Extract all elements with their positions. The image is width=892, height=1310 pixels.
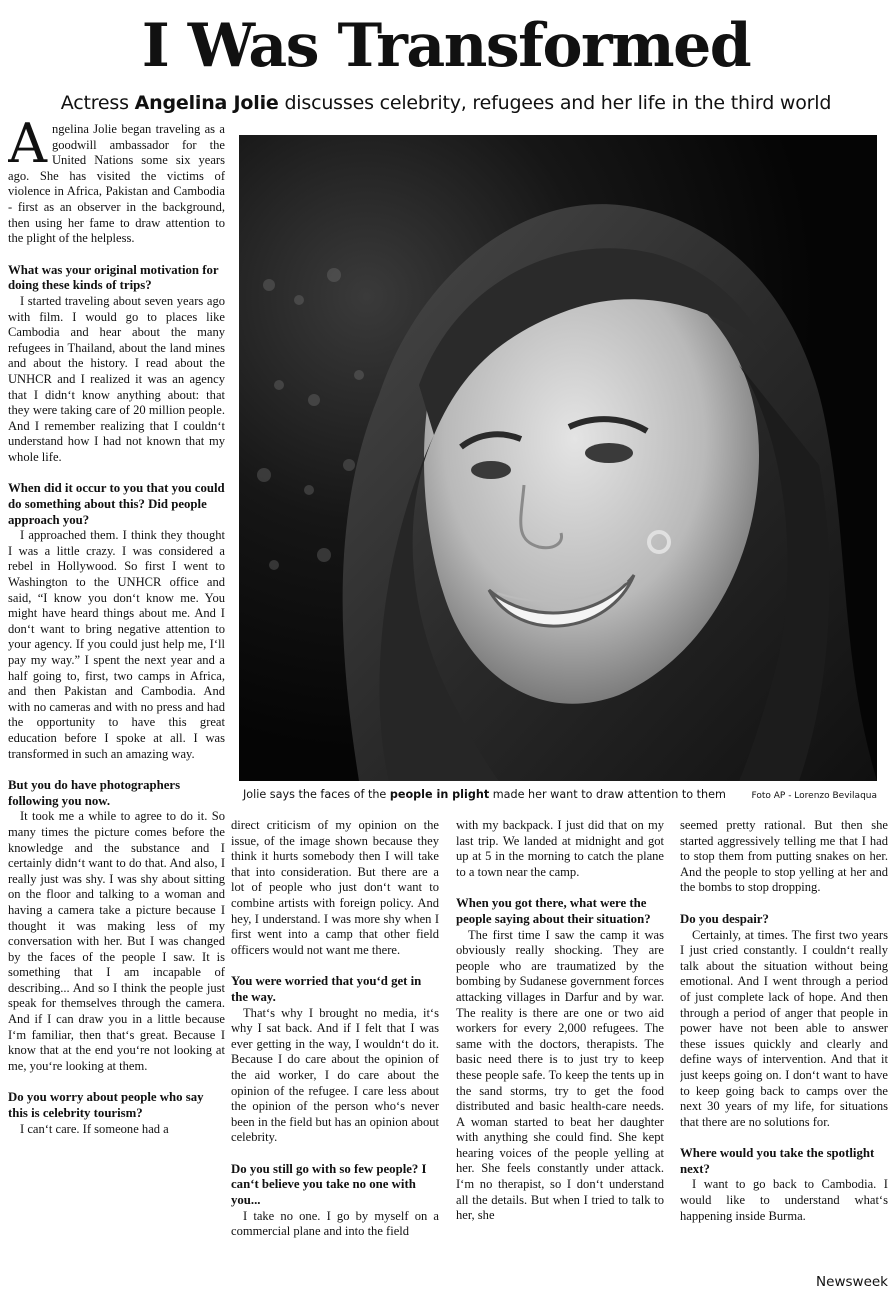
column-2 — [231, 818, 439, 1310]
portrait-photo — [239, 135, 877, 781]
answer-7: The first time I saw the camp it was obviously really shocking. They are people who are traumatized by the bombing by Sudanese government forces attacking villages in Darfur and by war. The reality is there are one or two aid workers for every 2,000 refugees. The same with the doctors, therapists. The basic need there is to just try to keep these people safe. To keep the tents up in the sand storms, try to get the food distributed and basic health-care needs. A woman started to beat her daughter with anything she could find. She kept hearing voices of the people yelling at her. She feels constantly under attack. I‘m no therapist, so I don‘t understand all the details. But when I tried to talk to her, she — [456, 927, 664, 1223]
answer-1: I started traveling about seven years ago with film. I would go to places like Cambodia and hear about the many refugees in Thailand, about the land mines and about the history. I read about the UNHCR and I realized it was an agency that I didn‘t know anything about: that they were taking care of 20 million people. And I remember realizing that I couldn‘t understand how I had not known that my whole life. — [8, 293, 225, 464]
caption-bold: people in plight — [389, 788, 490, 801]
answer-3: It took me a while to agree to do it. So many times the picture comes before the knowledge and the substance and I certainly didn‘t want to do that. And also, I really just was shy. I was shy about sitting on the floor and talking to a woman and having a camera take a picture because I thought it was making less of my conversation with her. But I was changed by the faces of the people I saw. It is something that I am incapable of describing... And so I think the people just speak for themselves through the camera. And if I can draw you in a little because I‘m familiar, then that‘s great. Because I know that at the end you‘re not looking at me, you‘re looking at them. — [8, 809, 225, 1073]
photo-caption — [243, 786, 763, 804]
caption-rest: made her want to draw attention to them — [489, 788, 726, 801]
page-title: I Was Transformed — [141, 11, 751, 81]
answer-2: I approached them. I think they thought I was a little crazy. I was considered a rebel in Hollywood. So first I went to Washington to the UNHCR office and said, “I know you don‘t know me. You might have heard things about me. And I don‘t want to bring negative attention to your agency. If you could just help me, I‘ll pay my way.” I spent the next year and a half going to, first, two camps in Africa, and then Pakistan and Cambodia. And with no cameras and with no press and had the opportunity to have this great education before I spoke at all. I was transformed in such an amazing way. — [8, 528, 225, 761]
answer-7-continued: seemed pretty rational. But then she started aggressively telling me that I had to stop them from putting snakes on her. And the people to stop yelling at her and the bombs to stop dropping. — [680, 818, 888, 895]
question-7: When you got there, what were the people saying about their situation? — [456, 896, 651, 926]
answer-5: That‘s why I brought no media, it‘s why I sat back. And if I felt that I was ever getting in the way, I wouldn‘t do it. Because I do care about the opinion of the aid worker, I do care about the opinion of the refugee. I care less about the opinion of the person who‘s never been in the field but has an opinion about celebrity. — [231, 1005, 439, 1145]
subtitle — [0, 88, 892, 118]
question-3: But you do have photographers following you now. — [8, 778, 181, 808]
intro-paragraph — [8, 122, 225, 247]
column-1 — [8, 122, 225, 1310]
answer-4: I can‘t care. If someone had a — [20, 1121, 169, 1136]
question-8: Do you despair? — [680, 911, 769, 926]
answer-6: I take no one. I go by myself on a commercial plane and into the field — [231, 1208, 439, 1239]
answer-8: Certainly, at times. The first two years I just cried constantly. I couldn‘t really talk about the situation without being emotional. And I went through a period of just complete lack of hope. And then through a period of anger that people in power have not been able to answer these issues quickly and clearly and define ways of intervention. And that it just keeps going on. I don‘t want to have to keep going back to camps over the next 30 years of my life, for situations that there are no solutions for. — [680, 927, 888, 1129]
question-9: Where would you take the spotlight next? — [680, 1146, 875, 1176]
column-4 — [680, 818, 888, 1290]
drop-cap: A — [8, 122, 47, 175]
subtitle-name: Angelina Jolie — [134, 92, 279, 114]
subtitle-lead: Actress — [60, 92, 135, 114]
subtitle-rest: discusses celebrity, refugees and her life in the third world — [278, 92, 832, 114]
source-label: Newsweek — [816, 1274, 888, 1290]
question-4: Do you worry about people who say this is celebrity tourism? — [8, 1090, 204, 1121]
intro-text: ngelina Jolie began traveling as a goodwill ambassador for the United Nations some six years ago. She has visited the victims of violence in Africa, Pakistan and Cambodia - first as an observer in the background, then using her fame to draw attention to the plight of the helpless. — [8, 122, 225, 246]
caption-lead: Jolie says the faces of the — [243, 788, 390, 801]
question-6: Do you still go with so few people? I can‘t believe you take no one with you... — [231, 1161, 427, 1208]
question-1: What was your original motivation for doing these kinds of trips? — [8, 262, 219, 293]
answer-9: I want to go back to Cambodia. I would like to understand what‘s happening inside Burma. — [680, 1177, 888, 1223]
question-2: When did it occur to you that you could do something about this? Did people approach you? — [8, 481, 225, 527]
answer-4-continued: direct criticism of my opinion on the issue, of the image shown because they think it hurts somebody then I will take that into consideration. But there are a lot of people who just don‘t want to combine artists with foreign policy. And hey, I understand. I was more shy when I first went into a camp that other field officers would not want me there. — [231, 818, 439, 957]
portrait-illustration — [239, 135, 877, 781]
column-3 — [456, 818, 664, 1310]
answer-6-continued: with my backpack. I just did that on my last trip. We landed at midnight and got up at 5 in the morning to catch the plane to a town near the camp. — [456, 818, 664, 879]
question-5: You were worried that you‘d get in the way. — [231, 974, 422, 1004]
photo-credit: Foto AP - Lorenzo Bevilaqua — [751, 791, 877, 801]
